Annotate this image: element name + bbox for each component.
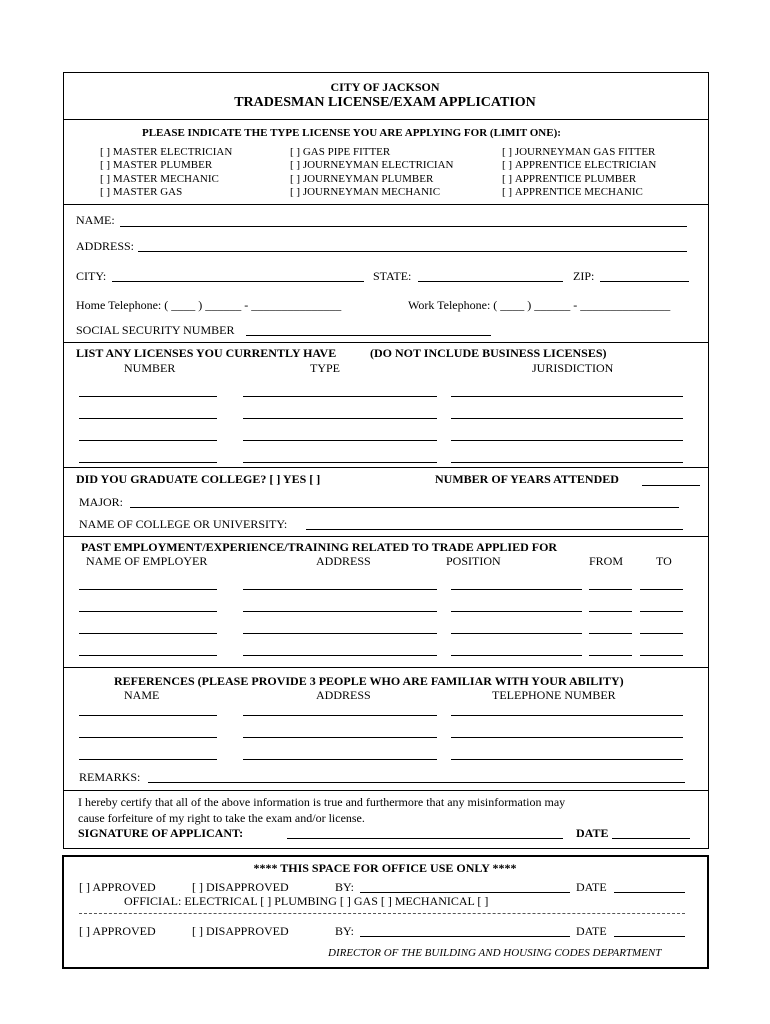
approved-checkbox[interactable]: [ ] APPROVED xyxy=(79,880,156,894)
signature-label: SIGNATURE OF APPLICANT: xyxy=(78,826,244,840)
reference-phone-field[interactable] xyxy=(451,737,683,738)
employment-col-from: FROM xyxy=(589,554,624,568)
divider xyxy=(63,467,708,468)
major-field[interactable] xyxy=(130,507,679,508)
official-trade-checkboxes[interactable]: OFFICIAL: ELECTRICAL [ ] PLUMBING [ ] GAS [ ] MECHANICAL [ ] xyxy=(124,894,489,908)
office-date-field-2[interactable] xyxy=(614,936,685,937)
checkbox-journeyman-mechanic[interactable]: [ ] JOURNEYMAN MECHANIC xyxy=(290,186,441,198)
certification-text-line1: I hereby certify that all of the above information is true and furthermore that any misinformation may xyxy=(78,795,566,809)
zip-label: ZIP: xyxy=(573,269,595,283)
license-number-field[interactable] xyxy=(79,462,217,463)
employment-col-position: POSITION xyxy=(446,554,501,568)
employer-field[interactable] xyxy=(79,655,217,656)
work-telephone-field[interactable]: Work Telephone: ( ____ ) ______ - _______________ xyxy=(408,298,671,312)
license-type-field[interactable] xyxy=(243,462,437,463)
references-heading: REFERENCES (PLEASE PROVIDE 3 PEOPLE WHO ARE FAMILIAR WITH YOUR ABILITY) xyxy=(114,674,624,688)
remarks-label: REMARKS: xyxy=(79,770,141,784)
certification-text-line2: cause forfeiture of my right to take the exam and/or license. xyxy=(78,811,365,825)
state-label: STATE: xyxy=(373,269,412,283)
position-field[interactable] xyxy=(451,633,582,634)
signature-field[interactable] xyxy=(287,838,563,839)
signature-date-label: DATE xyxy=(576,826,609,840)
employer-field[interactable] xyxy=(79,589,217,590)
checkbox-journeyman-plumber[interactable]: [ ] JOURNEYMAN PLUMBER xyxy=(290,173,434,185)
divider xyxy=(63,536,708,537)
reference-phone-field[interactable] xyxy=(451,715,683,716)
employer-address-field[interactable] xyxy=(243,633,437,634)
employer-address-field[interactable] xyxy=(243,611,437,612)
employment-col-to: TO xyxy=(656,554,672,568)
from-field[interactable] xyxy=(589,633,632,634)
by-field[interactable] xyxy=(360,892,570,893)
from-field[interactable] xyxy=(589,611,632,612)
signature-date-field[interactable] xyxy=(612,838,690,839)
employer-address-field[interactable] xyxy=(243,655,437,656)
checkbox-journeyman-electrician[interactable]: [ ] JOURNEYMAN ELECTRICIAN xyxy=(290,159,454,171)
director-caption: DIRECTOR OF THE BUILDING AND HOUSING CODES DEPARTMENT xyxy=(328,947,662,959)
from-field[interactable] xyxy=(589,655,632,656)
checkbox-gas-pipe-fitter[interactable]: [ ] GAS PIPE FITTER xyxy=(290,146,391,158)
position-field[interactable] xyxy=(451,589,582,590)
checkbox-apprentice-mechanic[interactable]: [ ] APPRENTICE MECHANIC xyxy=(502,186,643,198)
licenses-col-type: TYPE xyxy=(310,361,340,375)
address-field[interactable] xyxy=(138,251,687,252)
references-col-phone: TELEPHONE NUMBER xyxy=(492,688,616,702)
state-field[interactable] xyxy=(418,281,563,282)
form-title: TRADESMAN LICENSE/EXAM APPLICATION xyxy=(234,95,536,110)
license-number-field[interactable] xyxy=(79,396,217,397)
to-field[interactable] xyxy=(640,589,683,590)
name-field[interactable] xyxy=(120,226,687,227)
zip-field[interactable] xyxy=(600,281,689,282)
license-number-field[interactable] xyxy=(79,440,217,441)
licenses-heading: LIST ANY LICENSES YOU CURRENTLY HAVE xyxy=(76,346,337,360)
reference-name-field[interactable] xyxy=(79,737,217,738)
employment-col-address: ADDRESS xyxy=(316,554,371,568)
position-field[interactable] xyxy=(451,655,582,656)
by-label-2: BY: xyxy=(335,924,354,938)
licenses-note: (DO NOT INCLUDE BUSINESS LICENSES) xyxy=(370,346,607,360)
checkbox-master-gas[interactable]: [ ] MASTER GAS xyxy=(100,186,183,198)
license-type-field[interactable] xyxy=(243,418,437,419)
checkbox-master-mechanic[interactable]: [ ] MASTER MECHANIC xyxy=(100,173,219,185)
name-label: NAME: xyxy=(76,213,115,227)
city-name: CITY OF JACKSON xyxy=(330,80,440,94)
major-label: MAJOR: xyxy=(79,495,124,509)
licenses-col-jurisdiction: JURISDICTION xyxy=(532,361,614,375)
divider xyxy=(63,204,708,205)
city-label: CITY: xyxy=(76,269,107,283)
years-attended-field[interactable] xyxy=(642,485,700,486)
by-field-2[interactable] xyxy=(360,936,570,937)
license-jurisdiction-field[interactable] xyxy=(451,440,683,441)
office-use-heading: **** THIS SPACE FOR OFFICE USE ONLY **** xyxy=(253,861,517,875)
divider xyxy=(63,790,708,791)
office-date-field[interactable] xyxy=(614,892,685,893)
checkbox-master-plumber[interactable]: [ ] MASTER PLUMBER xyxy=(100,159,213,171)
remarks-field[interactable] xyxy=(148,782,685,783)
disapproved-checkbox[interactable]: [ ] DISAPPROVED xyxy=(192,880,289,894)
references-col-address: ADDRESS xyxy=(316,688,371,702)
divider xyxy=(63,667,708,668)
license-type-field[interactable] xyxy=(243,396,437,397)
address-label: ADDRESS: xyxy=(76,239,135,253)
college-name-field[interactable] xyxy=(306,529,683,530)
checkbox-apprentice-electrician[interactable]: [ ] APPRENTICE ELECTRICIAN xyxy=(502,159,657,171)
reference-address-field[interactable] xyxy=(243,715,437,716)
reference-phone-field[interactable] xyxy=(451,759,683,760)
college-graduate-question[interactable]: DID YOU GRADUATE COLLEGE? [ ] YES [ ] xyxy=(76,472,321,486)
disapproved-checkbox-2[interactable]: [ ] DISAPPROVED xyxy=(192,924,289,938)
to-field[interactable] xyxy=(640,633,683,634)
to-field[interactable] xyxy=(640,611,683,612)
from-field[interactable] xyxy=(589,589,632,590)
checkbox-journeyman-gas-fitter[interactable]: [ ] JOURNEYMAN GAS FITTER xyxy=(502,146,656,158)
employment-col-employer: NAME OF EMPLOYER xyxy=(86,554,208,568)
license-jurisdiction-field[interactable] xyxy=(451,396,683,397)
reference-address-field[interactable] xyxy=(243,737,437,738)
employer-address-field[interactable] xyxy=(243,589,437,590)
office-dashed-divider xyxy=(79,913,685,914)
references-col-name: NAME xyxy=(124,688,160,702)
college-name-label: NAME OF COLLEGE OR UNIVERSITY: xyxy=(79,517,288,531)
checkbox-master-electrician[interactable]: [ ] MASTER ELECTRICIAN xyxy=(100,146,233,158)
license-number-field[interactable] xyxy=(79,418,217,419)
checkbox-apprentice-plumber[interactable]: [ ] APPRENTICE PLUMBER xyxy=(502,173,637,185)
license-jurisdiction-field[interactable] xyxy=(451,462,683,463)
ssn-label: SOCIAL SECURITY NUMBER xyxy=(76,323,235,337)
licenses-col-number: NUMBER xyxy=(124,361,176,375)
employer-field[interactable] xyxy=(79,611,217,612)
office-date-label-2: DATE xyxy=(576,924,607,938)
years-attended-label: NUMBER OF YEARS ATTENDED xyxy=(435,472,619,486)
ssn-field[interactable] xyxy=(246,335,491,336)
divider xyxy=(63,342,708,343)
city-field[interactable] xyxy=(112,281,364,282)
divider xyxy=(63,119,708,120)
office-date-label: DATE xyxy=(576,880,607,894)
home-telephone-field[interactable]: Home Telephone: ( ____ ) ______ - _______________ xyxy=(76,298,342,312)
license-type-heading: PLEASE INDICATE THE TYPE LICENSE YOU ARE APPLYING FOR (LIMIT ONE): xyxy=(142,127,561,139)
license-jurisdiction-field[interactable] xyxy=(451,418,683,419)
reference-name-field[interactable] xyxy=(79,715,217,716)
reference-name-field[interactable] xyxy=(79,759,217,760)
reference-address-field[interactable] xyxy=(243,759,437,760)
by-label: BY: xyxy=(335,880,354,894)
employment-heading: PAST EMPLOYMENT/EXPERIENCE/TRAINING RELATED TO TRADE APPLIED FOR xyxy=(81,540,558,554)
employer-field[interactable] xyxy=(79,633,217,634)
to-field[interactable] xyxy=(640,655,683,656)
approved-checkbox-2[interactable]: [ ] APPROVED xyxy=(79,924,156,938)
position-field[interactable] xyxy=(451,611,582,612)
license-type-field[interactable] xyxy=(243,440,437,441)
